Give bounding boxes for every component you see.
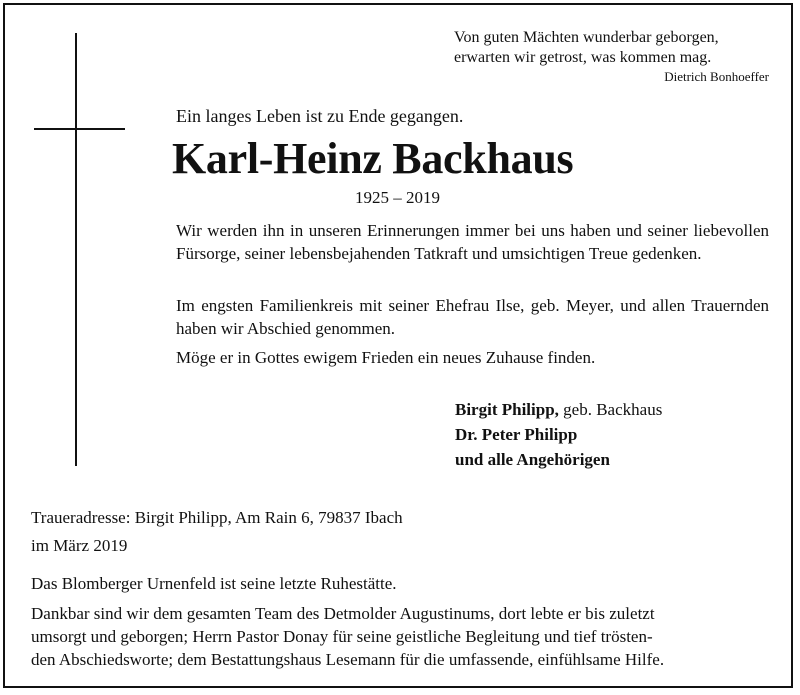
signer-relatives: und alle Angehörigen: [455, 450, 610, 469]
thanks-paragraph: [31, 602, 770, 671]
thanks-line: Dankbar sind wir dem gesamten Team des Detmolder Augustinums, dort lebte er bis zuletzt: [31, 604, 655, 623]
resting-place-text: Das Blomberger Urnenfeld ist seine letzte Ruhestätte.: [31, 574, 397, 593]
signer-line: [455, 397, 662, 422]
quote-line: Von guten Mächten wunderbar geborgen,: [454, 29, 719, 46]
quote-author: Dietrich Bonhoeffer: [664, 69, 769, 84]
bonhoeffer-quote: [430, 28, 769, 86]
intro-text: Ein langes Leben ist zu Ende gegangen.: [176, 106, 464, 126]
deceased-name: Karl-Heinz Backhaus: [172, 134, 574, 183]
thanks-line: umsorgt und geborgen; Herrn Pastor Donay für seine geistliche Begleitung und tief trösten-: [31, 627, 653, 646]
signer-maiden-name: geb. Backhaus: [558, 400, 663, 419]
mourning-address: Traueradresse: Birgit Philipp, Am Rain 6, 79837 Ibach: [31, 508, 403, 527]
quote-line: erwarten wir getrost, was kommen mag.: [454, 49, 712, 66]
cross-icon: [75, 33, 77, 466]
cross-icon-bar: [34, 128, 125, 130]
life-years: 1925 – 2019: [355, 188, 440, 207]
blessing-paragraph: Möge er in Gottes ewigem Frieden ein neues Zuhause finden.: [176, 348, 596, 367]
farewell-paragraph: Im engsten Familienkreis mit seiner Ehefrau Ilse, geb. Meyer, und allen Trauernden haben wir Abschied genommen.: [176, 296, 769, 338]
signer-name: Dr. Peter Philipp: [455, 425, 578, 444]
memorial-paragraph: Wir werden ihn in unseren Erinnerungen immer bei uns haben und seiner liebevollen Fürsorge, seiner lebensbejahenden Tatkraft und umsichtigen Treue gedenken.: [176, 221, 769, 263]
thanks-line: den Abschiedsworte; dem Bestattungshaus Lesemann für die umfassende, einfühlsame Hilfe.: [31, 650, 665, 669]
signers-block: [455, 397, 662, 472]
signer-name: Birgit Philipp,: [455, 400, 559, 419]
notice-date: im März 2019: [31, 536, 128, 555]
